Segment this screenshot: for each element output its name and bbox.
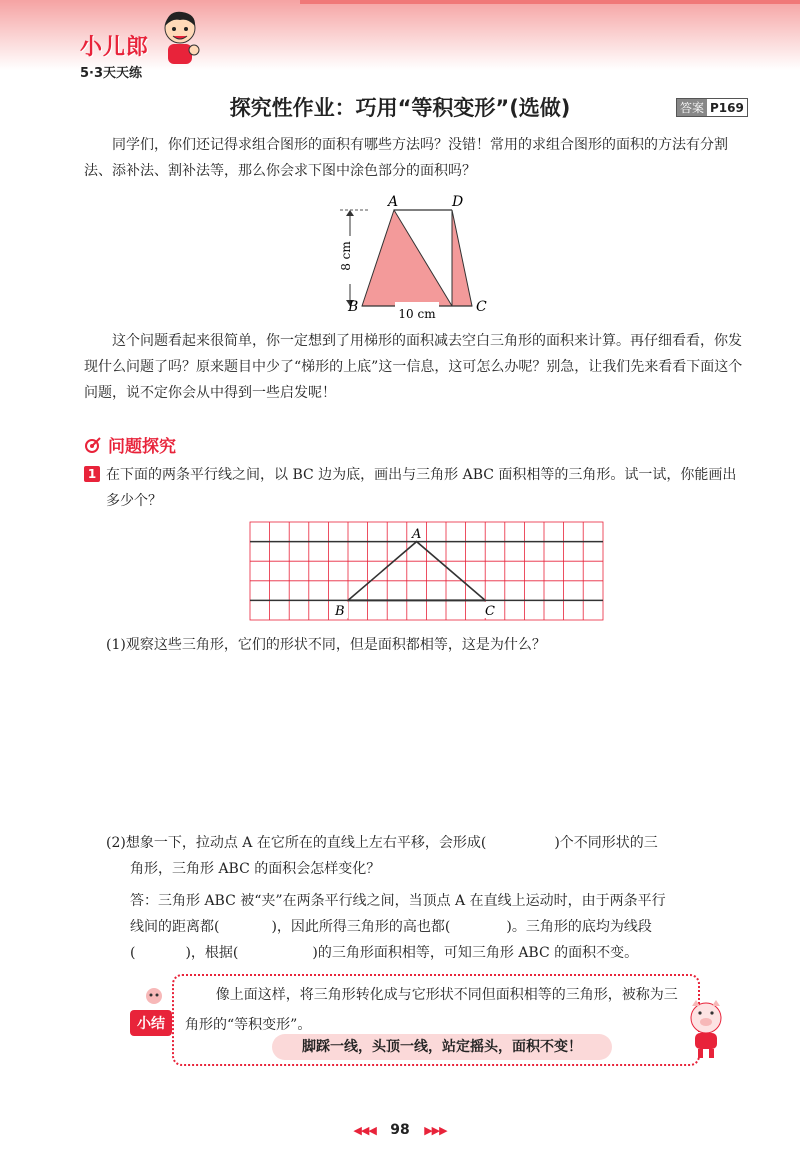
label-A: A [388,194,399,210]
mascot-small-icon [142,984,166,1008]
question-text: 在下面的两条平行线之间，以 BC 边为底，画出与三角形 ABC 面积相等的三角形。试一试，你能画出多少个？ [106,467,737,509]
summary-slogan: 脚踩一线，头顶一线，站定摇头，面积不变！ [272,1034,612,1060]
section-heading [84,432,176,457]
header-rule [300,0,800,4]
ans-text-e: ( [130,945,136,961]
sub-question-1: (1)观察这些三角形，它们的形状不同，但是面积都相等，这是为什么？ [106,637,546,653]
mascot-boy-icon [160,8,200,68]
next-arrows-icon: ▶▶▶ [424,1124,447,1137]
page-footer [0,1122,800,1138]
grid-label-A: A [412,527,422,542]
question-number: 1 [84,466,100,482]
answer-line-3 [130,940,775,966]
mascot-pig-icon [680,998,732,1060]
logo [80,30,149,81]
label-B: B [348,299,359,315]
answer-page: P169 [710,100,744,115]
answer-reference [676,98,748,117]
ans-text-g: )的三角形面积相等，可知三角形 ABC 的面积不变。 [312,945,639,961]
page-title: 探究性作业：巧用“等积变形”(选做) [229,96,571,120]
label-height: 8 cm [339,241,353,271]
ans-text-d: )。三角形的底均为线段 [506,919,652,935]
sub2-text-a: (2)想象一下，拉动点 A 在它所在的直线上左右平移，会形成( [106,835,487,851]
target-icon [84,436,102,454]
answer-label: 答案 [677,99,707,116]
label-D: D [452,194,464,210]
sub-question-2-line-1 [106,830,751,856]
ans-text-f: )，根据( [185,945,239,961]
intro-paragraph-1: 同学们，你们还记得求组合图形的面积有哪些方法吗？没错！常用的求组合图形的面积的方法有分割法、添补法、割补法等，那么你会求下图中涂色部分的面积吗？ [84,137,728,179]
summary-tag: 小结 [130,1010,172,1036]
sub2-text-b: )个不同形状的三 [554,835,658,851]
sub-question-2-line-2: 角形，三角形 ABC 的面积会怎样变化？ [130,861,381,877]
grid-figure [248,520,608,622]
grid-label-B: B [335,604,345,619]
ans-text-b: 线间的距离都( [130,919,220,935]
page-number: 98 [390,1122,410,1138]
label-C: C [476,299,487,315]
answer-line-1: 答：三角形 ABC 被“夹”在两条平行线之间，当顶点 A 在直线上运动时，由于两条平行 [130,893,666,909]
ans-text-c: )，因此所得三角形的高也都( [271,919,451,935]
logo-series: 5·3天天练 [80,66,143,81]
answer-line-2 [130,914,775,940]
logo-brand: 小儿郎 [80,35,150,60]
grid-label-C: C [485,604,495,619]
section-title: 问题探究 [108,437,176,457]
label-base: 10 cm [398,307,436,321]
intro-paragraph-2: 这个问题看起来很简单，你一定想到了用梯形的面积减去空白三角形的面积来计算。再仔细看看，你发现什么问题了吗？原来题目中少了“梯形的上底”这一信息，这可怎么办呢？别急，让我们先来看看下面这个问题，说不定你会从中得到一些启发呢！ [84,333,743,401]
summary-text: 像上面这样，将三角形转化成与它形状不同但面积相等的三角形，被称为三角形的“等积变形”。 [185,987,678,1033]
prev-arrows-icon: ◀◀◀ [353,1124,376,1137]
figure-trapezoid [330,192,500,324]
